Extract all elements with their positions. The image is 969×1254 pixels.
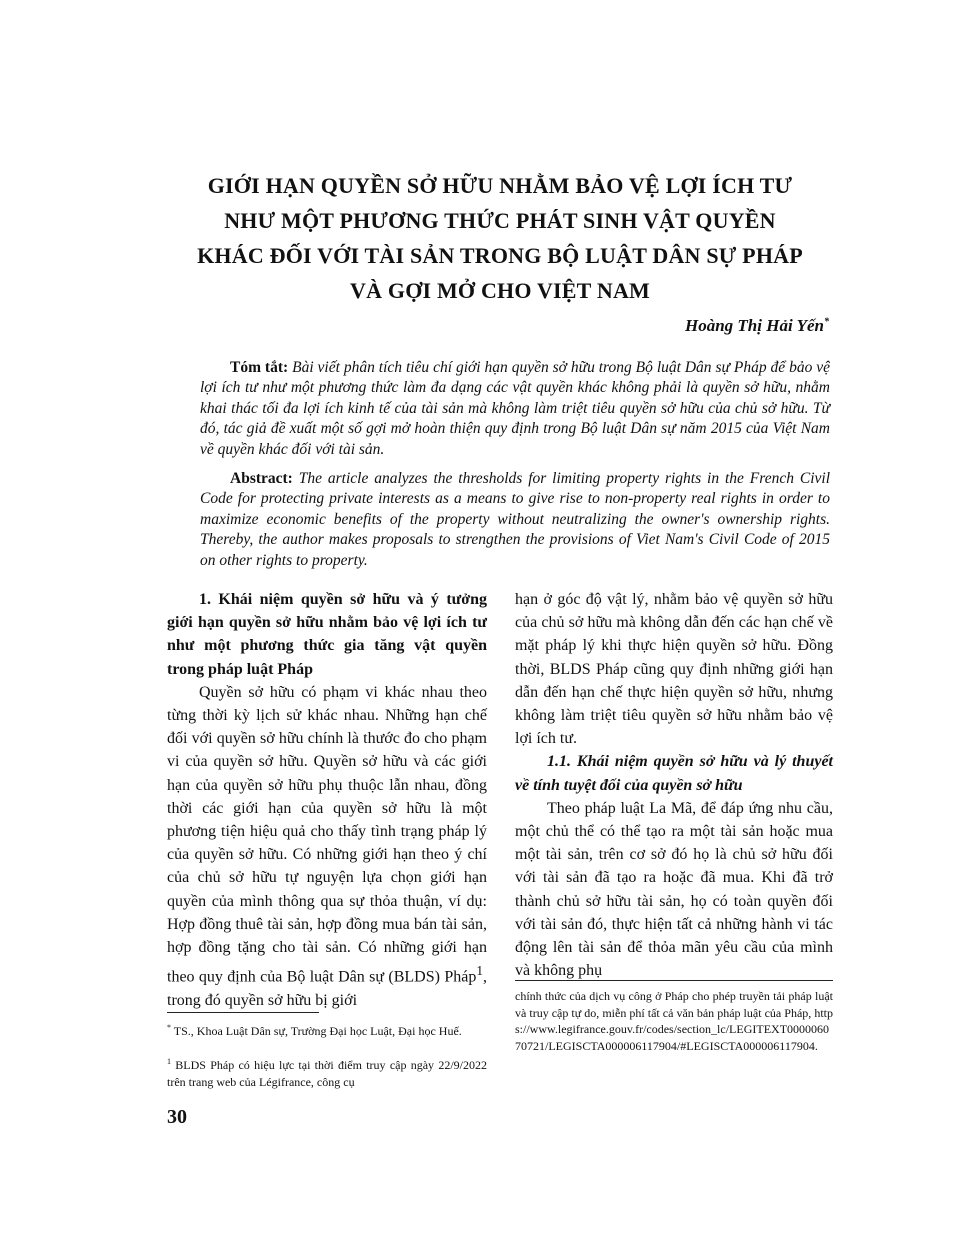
footnote-1-continued: chính thức của dịch vụ công ở Pháp cho phép truyền tải pháp luật và truy cập tự do, miễn phí tất cả văn bản pháp luật của Pháp, https://www.legifrance.gouv.fr/codes/section_lc/LEGITEXT000006070721/LEGISCTA000006117904/#LEGISCTA000006117904. (515, 989, 833, 1053)
footnote-mark: * (167, 1023, 171, 1032)
abstract-vietnamese (200, 358, 830, 460)
footnote-divider-left (167, 1012, 319, 1013)
article-title (150, 168, 850, 308)
footnote-1 (167, 1054, 487, 1090)
right-column (515, 588, 833, 982)
footnote-text: TS., Khoa Luật Dân sự, Trường Đại học Luật, Đại học Huế. (173, 1024, 462, 1038)
author-name: Hoàng Thị Hải Yến (684, 316, 824, 335)
footnote-mark: 1 (167, 1057, 171, 1066)
abstract-vi-text: Bài viết phân tích tiêu chí giới hạn quyền sở hữu trong Bộ luật Dân sự Pháp để bảo vệ lợi ích tư như một phương thức làm đa dạng các vật quyền khác không phải là quyền sở hữu, nhằm khai thác tối đa lợi ích kinh tế của tài sản mà không làm triệt tiêu quyền sở hữu của chủ sở hữu. Từ đó, tác giả đề xuất một số gợi mở hoàn thiện quy định trong Bộ luật Dân sự năm 2015 của Việt Nam về quyền khác đối với tài sản. (200, 359, 831, 458)
page-number: 30 (167, 1106, 187, 1128)
title-line: VÀ GỢI MỞ CHO VIỆT NAM (350, 278, 650, 303)
author-footnote-mark: * (824, 316, 829, 328)
footnote-author (167, 1020, 487, 1040)
body-paragraph: Theo pháp luật La Mã, để đáp ứng nhu cầu, một chủ thể có thể tạo ra một tài sản hoặc mua một tài sản, trên cơ sở đó họ là chủ sở hữu đối với tài sản đã tạo ra hoặc đã mua. Khi đã trở thành chủ sở hữu tài sản, họ có toàn quyền đối với tài sản đó, thực hiện tất cả những hành vi tác động lên tài sản để thỏa mãn yêu cầu của mình và không phụ (515, 799, 833, 980)
title-line: GIỚI HẠN QUYỀN SỞ HỮU NHẰM BẢO VỆ LỢI ÍCH TƯ (207, 173, 793, 198)
footnote-text: BLDS Pháp có hiệu lực tại thời điểm truy cập ngày 22/9/2022 trên trang web của Légifrance, công cụ (167, 1058, 487, 1089)
author-byline (685, 316, 829, 336)
abstract-english (200, 469, 830, 571)
section-1-heading: 1. Khái niệm quyền sở hữu và ý tưởng giới hạn quyền sở hữu nhằm bảo vệ lợi ích tư như một phương thức gia tăng vật quyền trong pháp luật Pháp (167, 591, 487, 678)
abstract-en-label: Abstract: (230, 470, 293, 487)
section-1-1-heading: 1.1. Khái niệm quyền sở hữu và lý thuyết về tính tuyệt đối của quyền sở hữu (515, 753, 833, 794)
footnote-divider-right (515, 980, 833, 981)
body-text-tail: , trong đó quyền sở hữu bị giới (167, 968, 487, 1009)
body-paragraph (167, 681, 487, 1012)
title-line: NHƯ MỘT PHƯƠNG THỨC PHÁT SINH VẬT QUYỀN (224, 208, 776, 233)
left-column (167, 588, 487, 1012)
abstract-en-text: The article analyzes the thresholds for limiting property rights in the French Civil Code for protecting private interests as a means to give rise to non-property real rights in order to maximize economic benefits of the property without neutralizing the owner's ownership rights. Thereby, the author makes proposals to strengthen the provisions of Viet Nam's Civil Code of 2015 on other rights to property. (200, 470, 830, 569)
abstract-vi-label: Tóm tắt: (230, 359, 289, 376)
body-paragraph: hạn ở góc độ vật lý, nhằm bảo vệ quyền sở hữu của chủ sở hữu mà không dẫn đến các hạn chế về mặt pháp lý khi thực hiện quyền sở hữu. Đồng thời, BLDS Pháp cũng quy định những giới hạn dẫn đến hạn chế thực hiện quyền sở hữu, nhưng không làm triệt tiêu quyền sở hữu nhằm bảo vệ lợi ích tư. (515, 591, 833, 748)
title-line: KHÁC ĐỐI VỚI TÀI SẢN TRONG BỘ LUẬT DÂN SỰ PHÁP (197, 243, 803, 268)
body-text: Quyền sở hữu có phạm vi khác nhau theo từng thời kỳ lịch sử khác nhau. Những hạn chế đối với quyền sở hữu chính là thước đo cho phạm vi của quyền sở hữu. Quyền sở hữu và các giới hạn của quyền sở hữu phụ thuộc lẫn nhau, đồng thời các giới hạn của quyền sở hữu là một phương tiện hiệu quả cho thấy tình trạng pháp lý của quyền sở hữu. Có những giới hạn theo ý chí của chủ sở hữu tự nguyện lựa chọn giới hạn quyền của mình thông qua sự thỏa thuận, ví dụ: Hợp đồng thuê tài sản, hợp đồng mua bán tài sản, hợp đồng tặng cho tài sản. Có những giới hạn theo quy định của Bộ luật Dân sự (BLDS) Pháp (167, 683, 487, 986)
footnote-ref-1: 1 (476, 963, 483, 979)
